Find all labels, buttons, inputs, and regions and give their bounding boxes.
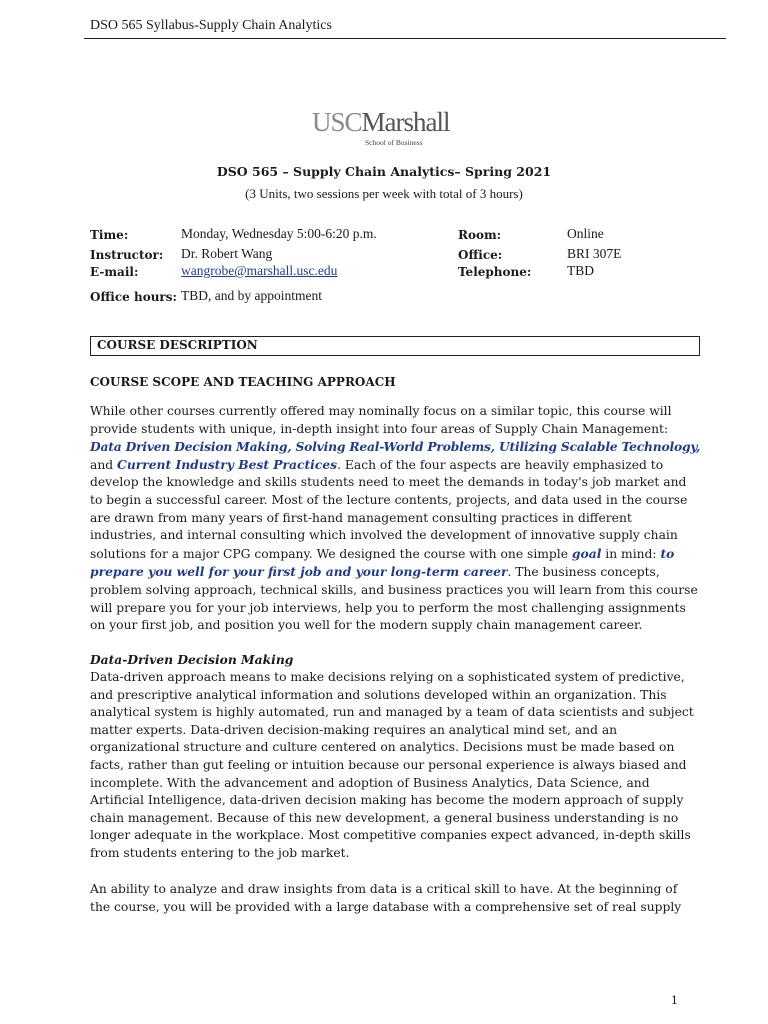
room-label: Room:: [458, 228, 502, 242]
office-label: Office:: [458, 248, 503, 262]
ddm-paragraph: Data-driven approach means to make decisions relying on a sophisticated system of predictive, and prescriptive analytical information and solutions developed within an organization. This analytical system is highly automated, run and managed by a team of data scientists and subject matter experts. Data-driven decision-making requires an analytical mind set, and an organizational structure and culture centered on analytics. Decisions must be made based on facts, rather than gut feeling or intuition because our personal experience is always biased and incomplete. With the advancement and adoption of Business Analytics, Data Science, and Artificial Intelligence, data-driven decision making has become the modern approach of supply chain management. Because of this new development, a general business understanding is no longer adequate in the workplace. Most competitive companies expect advanced, in-depth skills from students entering to the job market.: [90, 670, 694, 860]
instructor-label: Instructor:: [90, 248, 164, 262]
telephone-label: Telephone:: [458, 265, 532, 279]
course-subtitle: (3 Units, two sessions per week with total of 3 hours): [245, 186, 523, 201]
office-hours-value: TBD, and by appointment: [181, 288, 322, 303]
course-title: DSO 565 – Supply Chain Analytics– Spring 2021: [216, 164, 552, 179]
time-label: Time:: [90, 228, 129, 242]
telephone-value: TBD: [567, 263, 594, 278]
instructor-value: Dr. Robert Wang: [181, 246, 273, 261]
ddm-heading: Data-Driven Decision Making: [90, 652, 294, 667]
email-link[interactable]: wangrobe@marshall.usc.edu: [181, 263, 338, 278]
email-label: E-mail:: [90, 265, 139, 279]
usc-marshall-logo: [312, 108, 462, 152]
header-rule: [84, 38, 726, 39]
time-value: Monday, Wednesday 5:00-6:20 p.m.: [181, 226, 377, 241]
course-description-box: [90, 336, 700, 356]
room-value: Online: [567, 226, 604, 241]
scope-heading: COURSE SCOPE AND TEACHING APPROACH: [90, 375, 396, 389]
page-number: 1: [671, 994, 678, 1007]
logo-subtitle: School of Business: [365, 138, 423, 147]
scope-paragraph: While other courses currently offered may nominally focus on a similar topic, this course will provide students with unique, in-depth insight into four areas of Supply Chain Management: Data Driven Decision Making, Solving Real-World Problems, Utilizing Scalable Technology, and Current Industry Best Practices. Each of the four aspects are heavily emphasized to develop the knowledge and skills students need to meet the demands in today's job market and to begin a successful career. Most of the lecture contents, projects, and data used in the course are drawn from many years of first-hand management consulting practices in different industries, and internal consulting which involved the development of innovative supply chain solutions for a major CPG company. We designed the course with one simple goal in mind: to prepare you well for your first job and your long-term career. The business concepts, problem solving approach, technical skills, and business practices you will learn from this course will prepare you for your job interviews, help you to perform the most challenging assignments on your first job, and position you well for the modern supply chain management career.: [90, 404, 701, 633]
course-description-heading: COURSE DESCRIPTION: [97, 338, 258, 352]
office-value: BRI 307E: [567, 246, 622, 261]
office-hours-label: Office hours:: [90, 290, 177, 304]
analysis-paragraph: An ability to analyze and draw insights from data is a critical skill to have. At the beginning of the course, you will be provided with a large database with a comprehensive set of real supply: [90, 882, 682, 914]
logo-wordmark: USCMarshall: [312, 107, 450, 137]
running-header: DSO 565 Syllabus-Supply Chain Analytics: [90, 18, 332, 33]
